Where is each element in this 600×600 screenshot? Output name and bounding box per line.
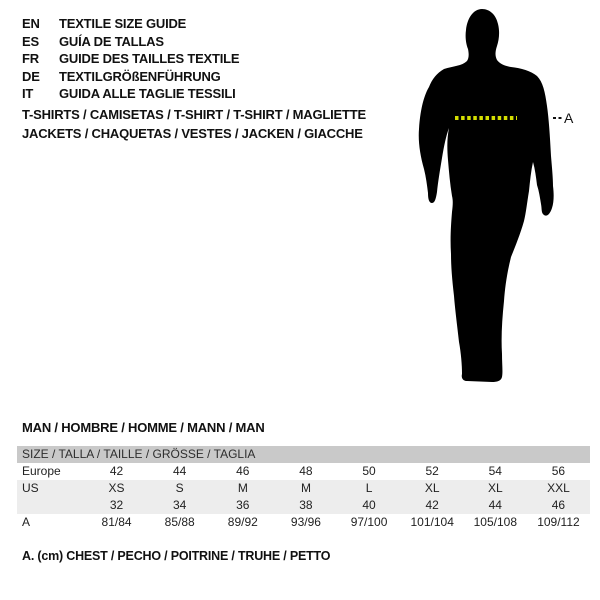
language-code: DE: [22, 68, 40, 84]
size-cell: 85/88: [164, 515, 195, 529]
size-cell: 109/112: [537, 515, 580, 529]
language-item-de: [22, 68, 239, 86]
size-cell: 40: [362, 498, 376, 512]
size-cell: 46: [236, 464, 250, 478]
size-table: [17, 446, 590, 531]
size-cell: 89/92: [227, 515, 258, 529]
size-cell: 48: [299, 464, 313, 478]
table-row-us-numeric: [17, 497, 590, 514]
row-label: Europe: [22, 464, 61, 478]
size-cell: S: [175, 481, 184, 495]
size-cell: 42: [425, 498, 439, 512]
language-item-en: [22, 15, 239, 33]
table-row-us: [17, 480, 590, 497]
language-label: GUIDA ALLE TAGLIE TESSILI: [59, 86, 236, 102]
table-row-europe: [17, 463, 590, 480]
size-table-header: SIZE / TALLA / TAILLE / GRÖSSE / TAGLIA: [17, 446, 590, 463]
size-cell: XXL: [547, 481, 570, 495]
language-code: IT: [22, 86, 34, 102]
language-label: TEXTILE SIZE GUIDE: [59, 16, 187, 32]
size-cell: L: [365, 481, 373, 495]
size-cell: 97/100: [350, 515, 388, 529]
language-code: FR: [22, 51, 39, 67]
section-title-man: MAN / HOMBRE / HOMME / MANN / MAN: [22, 420, 265, 435]
man-silhouette-figure: [403, 5, 578, 387]
size-cell: 32: [109, 498, 124, 512]
size-cell: 56: [551, 464, 566, 478]
category-lines: [22, 106, 366, 143]
size-cell: XL: [487, 481, 503, 495]
size-cell: 81/84: [101, 515, 132, 529]
language-label: TEXTILGRÖßENFÜHRUNG: [59, 68, 221, 84]
category-line-jackets: JACKETS / CHAQUETAS / VESTES / JACKEN / GIACCHE: [22, 125, 363, 141]
size-cell: M: [300, 481, 311, 495]
language-code: ES: [22, 33, 39, 49]
size-cell: M: [237, 481, 248, 495]
row-label: A: [22, 515, 31, 529]
size-cell: 52: [425, 464, 439, 478]
size-cell: 44: [488, 498, 502, 512]
language-item-it: [22, 85, 239, 103]
size-cell: 50: [362, 464, 376, 478]
size-cell: 42: [109, 464, 124, 478]
man-silhouette: [403, 5, 578, 387]
man-silhouette-shape: [419, 9, 554, 382]
size-cell: 36: [236, 498, 250, 512]
size-cell: 34: [173, 498, 187, 512]
size-cell: 46: [551, 498, 566, 512]
language-item-fr: [22, 50, 239, 68]
size-cell: XL: [424, 481, 440, 495]
language-label: GUÍA DE TALLAS: [59, 33, 164, 49]
size-cell: 101/104: [410, 515, 454, 529]
footnote-chest: A. (cm) CHEST / PECHO / POITRINE / TRUHE / PETTO: [22, 549, 331, 563]
size-cell: 44: [173, 464, 187, 478]
size-cell: XS: [108, 481, 125, 495]
size-cell: 54: [488, 464, 502, 478]
language-list: [22, 15, 239, 103]
language-code: EN: [22, 16, 40, 32]
size-cell: 38: [299, 498, 313, 512]
row-label: US: [22, 481, 39, 495]
row-label: [17, 497, 85, 514]
measure-label-a: A: [564, 110, 574, 126]
table-row-chest-a: [17, 514, 590, 531]
size-cell: 93/96: [290, 515, 321, 529]
category-line-tshirts: T-SHIRTS / CAMISETAS / T-SHIRT / T-SHIRT / MAGLIETTE: [22, 107, 366, 122]
language-label: GUIDE DES TAILLES TEXTILE: [59, 51, 240, 67]
language-item-es: [22, 33, 239, 51]
size-cell: 105/108: [473, 515, 517, 529]
